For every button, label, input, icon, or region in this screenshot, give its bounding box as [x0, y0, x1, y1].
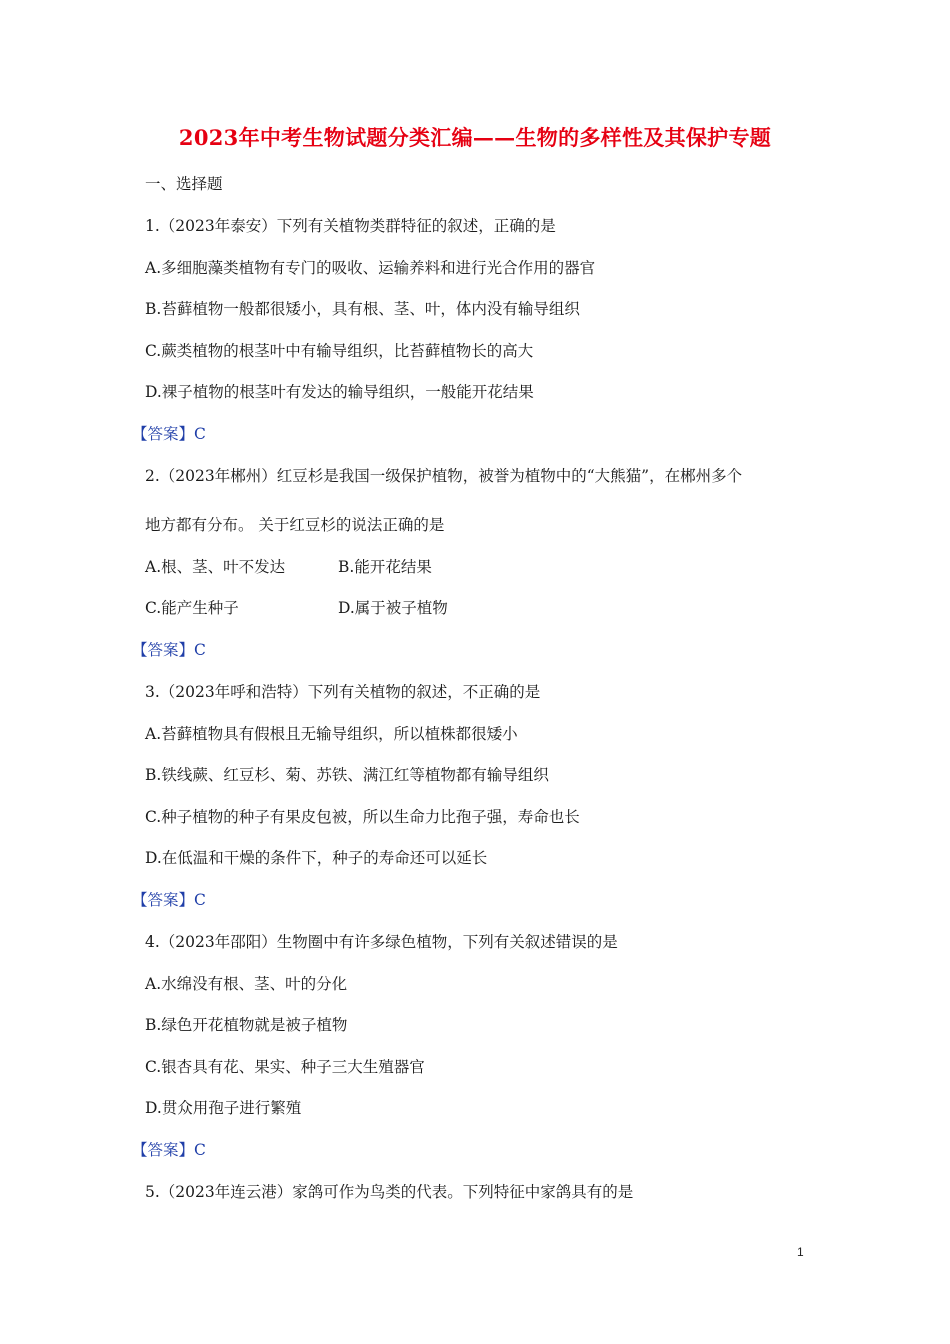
question-3-answer	[132, 890, 206, 910]
question-2-option-b: B.能开花结果	[338, 558, 432, 576]
question-4-option-b: B.绿色开花植物就是被子植物	[145, 1016, 348, 1034]
answer-tag: 【答案】	[132, 1141, 195, 1159]
question-1-option-d: D.裸子植物的根茎叶有发达的输导组织，一般能开花结果	[145, 383, 534, 401]
question-3-option-a: A.苔藓植物具有假根且无输导组织，所以植株都很矮小	[145, 725, 518, 743]
question-2-stem-continued: 地方都有分布。 关于红豆杉的说法正确的是	[145, 516, 445, 534]
question-2-answer	[132, 640, 206, 660]
question-4-option-c: C.银杏具有花、果实、种子三大生殖器官	[145, 1058, 425, 1076]
question-3-option-d: D.在低温和干燥的条件下，种子的寿命还可以延长	[145, 849, 488, 867]
page-number: 1	[797, 1245, 804, 1259]
answer-value: C	[194, 1141, 206, 1159]
section-heading: 一、选择题	[145, 175, 223, 193]
page-title: 2023年中考生物试题分类汇编——生物的多样性及其保护专题	[178, 125, 772, 150]
question-1-option-a: A.多细胞藻类植物有专门的吸收、运输养料和进行光合作用的器官	[145, 259, 596, 277]
answer-tag: 【答案】	[132, 641, 195, 659]
question-4-stem: 4.（2023年邵阳）生物圈中有许多绿色植物，下列有关叙述错误的是	[145, 933, 618, 951]
question-3-stem: 3.（2023年呼和浩特）下列有关植物的叙述，不正确的是	[145, 683, 541, 701]
question-1-option-b: B.苔藓植物一般都很矮小，具有根、茎、叶，体内没有输导组织	[145, 300, 580, 318]
question-2-option-c: C.能产生种子	[145, 599, 239, 617]
question-5-stem: 5.（2023年连云港）家鸽可作为鸟类的代表。下列特征中家鸽具有的是	[145, 1183, 634, 1201]
question-2-stem: 2.（2023年郴州）红豆杉是我国一级保护植物，被誉为植物中的“大熊猫”，在郴州多个	[145, 467, 743, 485]
question-4-option-d: D.贯众用孢子进行繁殖	[145, 1099, 302, 1117]
question-4-option-a: A.水绵没有根、茎、叶的分化	[145, 975, 348, 993]
answer-value: C	[194, 425, 206, 443]
answer-value: C	[194, 641, 206, 659]
question-1-answer	[132, 424, 206, 444]
question-2-option-a: A.根、茎、叶不发达	[145, 558, 286, 576]
answer-value: C	[194, 891, 206, 909]
question-1-stem: 1.（2023年泰安）下列有关植物类群特征的叙述，正确的是	[145, 217, 556, 235]
question-4-answer	[132, 1140, 206, 1160]
question-2-option-d: D.属于被子植物	[338, 599, 448, 617]
answer-tag: 【答案】	[132, 891, 195, 909]
answer-tag: 【答案】	[132, 425, 195, 443]
question-1-option-c: C.蕨类植物的根茎叶中有输导组织，比苔藓植物长的高大	[145, 342, 534, 360]
question-3-option-b: B.铁线蕨、红豆杉、菊、苏铁、满江红等植物都有输导组织	[145, 766, 549, 784]
question-3-option-c: C.种子植物的种子有果皮包被，所以生命力比孢子强，寿命也长	[145, 808, 580, 826]
